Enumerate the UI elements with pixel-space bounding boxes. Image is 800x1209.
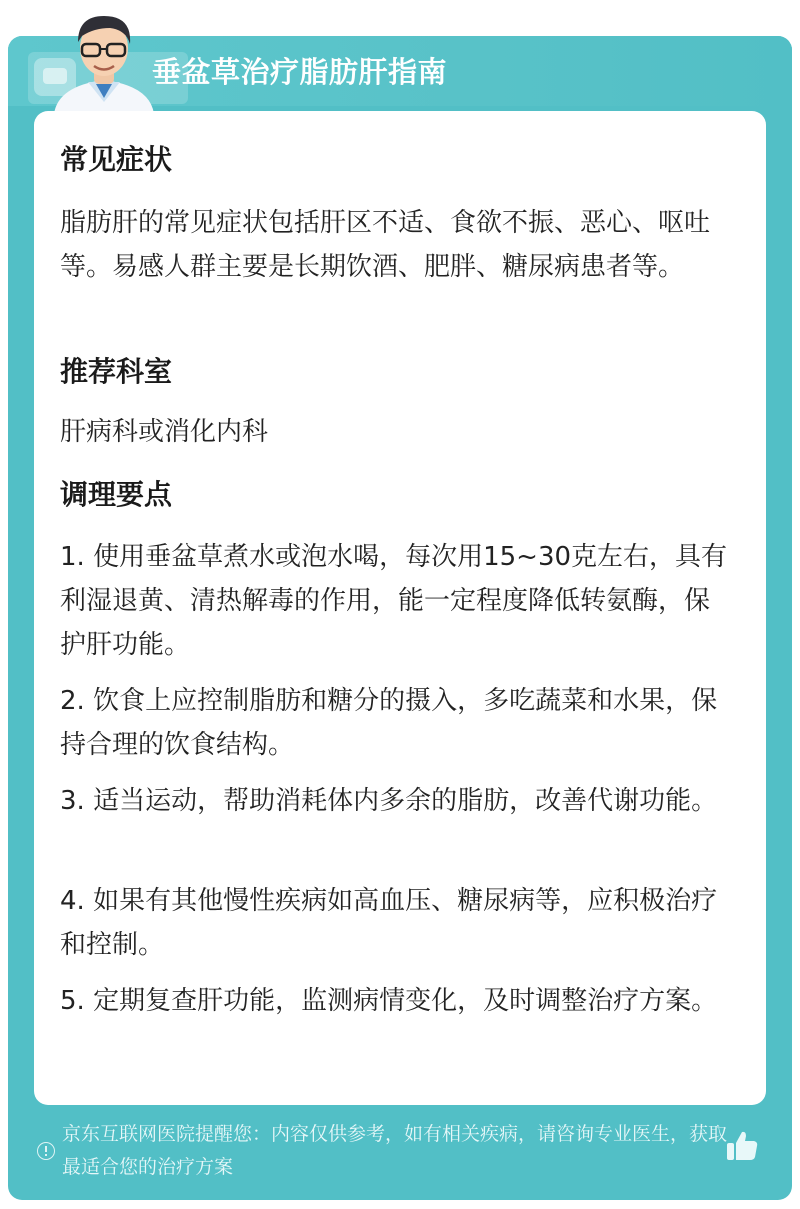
thumbs-up-icon[interactable] [724,1128,760,1164]
care-item-3: 3. 适当运动，帮助消耗体内多余的脂肪，改善代谢功能。 [60,786,718,816]
page-title: 垂盆草治疗脂肪肝指南 [152,55,448,89]
info-icon [37,1142,55,1160]
care-heading: 调理要点 [60,478,173,511]
care-item-5: 5. 定期复查肝功能，监测病情变化，及时调整治疗方案。 [60,986,718,1016]
content-panel [34,111,766,1105]
department-text: 肝病科或消化内科 [60,417,269,447]
footer-notice: 京东互联网医院提醒您：内容仅供参考，如有相关疾病，请咨询专业医生，获取最适合您的治疗方案 [62,1123,728,1178]
symptoms-heading: 常见症状 [60,143,173,176]
care-item-2: 2. 饮食上应控制脂肪和糖分的摄入，多吃蔬菜和水果，保持合理的饮食结构。 [60,686,718,760]
care-item-1: 1. 使用垂盆草煮水或泡水喝，每次用15~30克左右，具有利湿退黄、清热解毒的作用，能一定程度降低转氨酶，保护肝功能。 [60,542,728,660]
doctor-avatar [44,6,164,114]
symptoms-text: 脂肪肝的常见症状包括肝区不适、食欲不振、恶心、呕吐等。易感人群主要是长期饮酒、肥胖、糖尿病患者等。 [60,208,711,282]
department-heading: 推荐科室 [60,355,173,388]
care-item-4: 4. 如果有其他慢性疾病如高血压、糖尿病等，应积极治疗和控制。 [60,886,718,960]
